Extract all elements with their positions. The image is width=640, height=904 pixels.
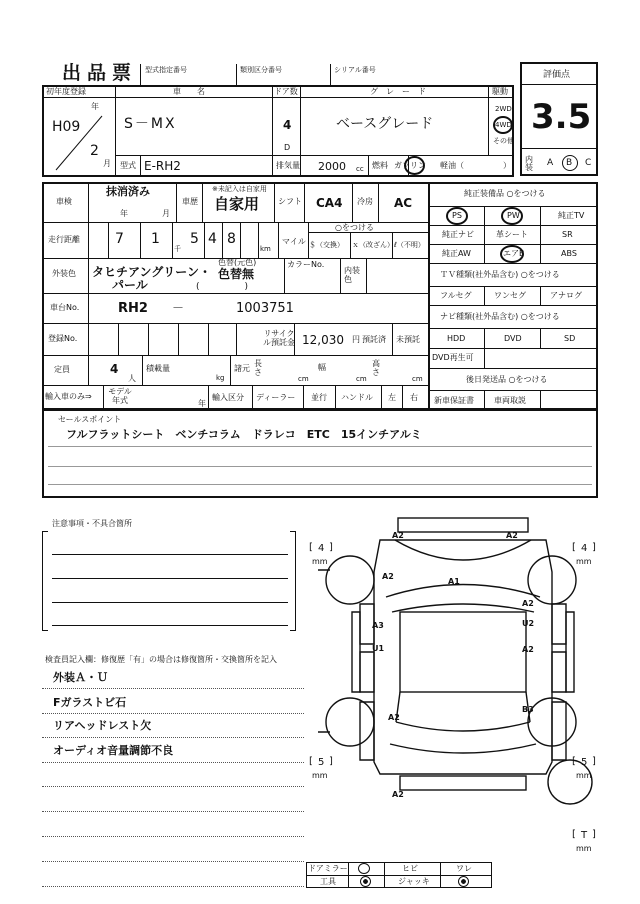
mark-front-bumper-right: A2 <box>506 531 518 540</box>
handle-label: ハンドル <box>341 393 373 402</box>
note-line-4: オーディオ音量調節不良 <box>53 744 174 757</box>
right-doors <box>552 604 566 692</box>
mark-hood: A1 <box>448 577 460 586</box>
mark-door-left-rear: U1 <box>372 644 385 653</box>
fuel-gas-circle <box>404 156 425 175</box>
spare-close: ] <box>592 829 596 840</box>
thousand-unit: 千 <box>174 245 181 253</box>
mileage-digit-4: 4 <box>208 231 217 247</box>
rear-window-top <box>396 722 530 731</box>
nav-sd: SD <box>564 334 576 343</box>
mark-door-right-front: U2 <box>522 619 535 628</box>
oem-airbag: エアB <box>503 249 525 258</box>
mark-fender-left: A2 <box>382 572 394 581</box>
oem-pw: PW <box>507 211 520 220</box>
nav-hdd: HDD <box>447 334 466 343</box>
usage-label: 車歴 <box>182 197 198 206</box>
shaken-month-unit: 月 <box>162 209 170 218</box>
length-label: 長さ <box>254 359 262 377</box>
chassis-dash: － <box>172 301 185 315</box>
ac-value: AC <box>394 196 413 210</box>
note-line-1: 外装Ａ・Ｕ <box>53 671 108 684</box>
oem-abs: ABS <box>561 249 577 258</box>
width-cm: cm <box>356 375 367 383</box>
doors-label: ドア数 <box>274 87 298 96</box>
tread-rear-left: 5 <box>318 757 325 768</box>
fuel-label: 燃料 <box>372 161 388 170</box>
import-category-label: 輸入区分 <box>212 393 244 402</box>
mileage-digit-5: 8 <box>227 231 236 247</box>
mileage-digit-1: 7 <box>115 231 124 247</box>
nav-dvd: DVD <box>504 334 522 343</box>
caution-bracket-right <box>290 531 296 631</box>
caution-label: 注意事項・不具合箇所 <box>52 519 132 528</box>
recycle-paid: 預託済 <box>362 335 386 344</box>
model-year-label: モデル年式 <box>108 387 132 405</box>
tire-rear-left <box>326 698 374 746</box>
crack-label: ヒビ <box>402 864 418 873</box>
meter-unknown: ℓ（不明） <box>394 241 425 249</box>
oem-tv: 純正TV <box>558 211 585 220</box>
mile-label: マイル <box>282 237 306 246</box>
shift-value: CA4 <box>316 196 343 210</box>
oem-leather: 革シート <box>496 230 528 239</box>
first-reg-year: H09 <box>52 119 81 135</box>
tread-front-left-mm: mm <box>312 557 328 566</box>
year-diagonal <box>50 102 110 174</box>
note-line-2: Fガラストビ石 <box>53 696 127 709</box>
windshield-top <box>386 585 540 598</box>
serial-label: シリアル番号 <box>334 66 376 74</box>
spare-mm: mm <box>576 844 592 853</box>
drive-4wd-circle <box>493 116 513 134</box>
meter-tampered: ｘ（改ざん） <box>352 241 394 249</box>
windshield-bottom <box>392 604 534 612</box>
mark-quarter-left: A2 <box>388 713 400 722</box>
rear-window-bottom <box>390 744 536 753</box>
tread-rear-right-close: ] <box>592 756 596 767</box>
tread-front-right-mm: mm <box>576 557 592 566</box>
import-parallel: 並行 <box>311 393 327 402</box>
form-title: 出品票 <box>62 62 138 84</box>
interior-c: C <box>585 158 592 168</box>
mark-rear-bumper: A2 <box>392 790 404 799</box>
shaken-year-unit: 年 <box>120 209 128 218</box>
hood-line <box>395 540 531 560</box>
fuel-paren: ） <box>503 161 511 170</box>
fuel-diesel: 軽油（ <box>440 161 464 170</box>
rear-bumper <box>400 776 526 790</box>
drive-2wd: 2WD <box>495 105 512 113</box>
tread-rear-right-mm: mm <box>576 771 592 780</box>
handle-right: 右 <box>410 393 418 402</box>
month-unit: 月 <box>103 159 111 168</box>
oem-ps: PS <box>452 211 462 220</box>
first-reg-month: 2 <box>90 143 99 159</box>
displacement-value: 2000 <box>318 160 346 173</box>
oem-aw: 純正AW <box>442 249 471 258</box>
tv-analog: アナログ <box>550 291 582 300</box>
load-label: 積載量 <box>146 364 170 373</box>
tread-front-left: 4 <box>318 543 325 554</box>
spare-open: [ <box>572 829 576 840</box>
chassis-label: 車台No. <box>50 303 80 312</box>
fuel-gasoline: ガソリン <box>394 161 426 170</box>
left-rocker <box>352 612 360 692</box>
color-value-2: パール <box>112 278 148 292</box>
int-color-label: 内装色 <box>344 266 360 284</box>
nav-title: ナビ種類(社外品含む) ○をつける <box>440 312 560 321</box>
tread-rear-left-mm: mm <box>312 771 328 780</box>
drive-label: 駆動 <box>492 87 508 96</box>
recycle-yen: 円 <box>352 335 360 344</box>
break-label: ワレ <box>456 864 472 873</box>
type-approval-label: 型式指定番号 <box>145 66 187 74</box>
drive-other: その他 <box>493 137 514 145</box>
capacity-value: 4 <box>110 362 119 376</box>
post-manual: 車両取説 <box>494 396 526 405</box>
oem-sr: SR <box>562 230 573 239</box>
inspector-label: 検査員記入欄：修復歴「有」の場合は修復箇所・交換箇所を記入 <box>45 655 277 664</box>
tread-front-right: 4 <box>581 543 588 554</box>
tread-front-right-close: ] <box>592 542 596 553</box>
tread-front-left-close: ] <box>329 542 333 553</box>
dvd-playable-label: DVD再生可 <box>432 353 474 362</box>
length-cm: cm <box>298 375 309 383</box>
car-diagram <box>300 512 600 812</box>
right-rocker <box>566 612 574 692</box>
roof <box>400 612 526 692</box>
oem-navi: 純正ナビ <box>442 230 474 239</box>
usage-value: 自家用 <box>214 195 260 213</box>
mirror-lines <box>318 570 330 732</box>
displacement-label: 排気量 <box>276 161 300 170</box>
car-outline <box>374 540 552 774</box>
interior-label: 内装 <box>525 155 533 173</box>
ac-label: 冷房 <box>357 197 373 206</box>
mark-door-left-front: A3 <box>372 621 384 630</box>
interior-b: B <box>566 158 573 168</box>
front-bumper <box>398 518 528 532</box>
height-label: 高さ <box>372 359 380 377</box>
color-label: 外装色 <box>52 269 76 278</box>
color-value-1: タヒチアングリーン・ <box>92 265 212 279</box>
width-label: 幅 <box>318 363 326 372</box>
doors-value: 4 <box>283 118 292 132</box>
capacity-label: 定員 <box>54 365 70 374</box>
mileage-digit-3: 5 <box>190 231 199 247</box>
tv-title: ＴＶ種類(社外品含む) ○をつける <box>440 270 560 279</box>
mark-quarter-right: B3 <box>522 705 534 714</box>
tread-rear-left-open: [ <box>309 756 313 767</box>
c-pillars <box>396 692 530 722</box>
mileage-label: 走行距離 <box>48 235 80 244</box>
car-name-label: 車 名 <box>173 87 205 96</box>
model-value: E-RH2 <box>144 159 181 173</box>
grade-name-label: グ レ ー ド <box>370 87 426 96</box>
grade-score: 3.5 <box>531 97 592 137</box>
color-no-label: カラーNo. <box>287 260 325 269</box>
tread-front-right-open: [ <box>572 542 576 553</box>
size-label: 諸元 <box>234 364 250 373</box>
chassis-prefix: RH2 <box>118 301 148 316</box>
tread-rear-left-close: ] <box>329 756 333 767</box>
load-unit: kg <box>216 374 225 382</box>
color-paren: ( ) <box>196 282 249 292</box>
cc-unit: cc <box>356 165 364 173</box>
meter-exchanged: ＄（交換） <box>309 241 344 249</box>
meter-note: ○をつける <box>335 223 374 232</box>
door-d: D <box>284 143 291 152</box>
post-title: 後日発送品 ○をつける <box>466 375 548 384</box>
shift-label: シフト <box>278 197 302 206</box>
recycle-label: リサイクル預託金 <box>263 329 295 347</box>
jack-label: ジャッキ <box>398 877 430 886</box>
model-year-unit: 年 <box>198 399 206 408</box>
handle-left: 左 <box>388 393 396 402</box>
spare-label: T <box>581 830 588 841</box>
tread-rear-right-open: [ <box>572 756 576 767</box>
note-line-3: リアヘッドレスト欠 <box>53 719 152 732</box>
oem-title: 純正装備品 ○をつける <box>464 189 546 198</box>
mark-door-right-rear: A2 <box>522 645 534 654</box>
caution-bracket-left <box>42 531 48 631</box>
year-unit: 年 <box>91 102 99 111</box>
reg-no-label: 登録No. <box>48 334 78 343</box>
drive-4wd: 4WD <box>495 121 512 129</box>
color-change-value: 色替無 <box>218 267 255 281</box>
post-warranty: 新車保証書 <box>434 396 474 405</box>
door-mirror-circle <box>358 863 370 874</box>
tread-rear-right: 5 <box>581 757 588 768</box>
class-number-label: 類別区分番号 <box>240 66 282 74</box>
mark-front-bumper-left: A2 <box>392 531 404 540</box>
jack-circle <box>458 876 469 887</box>
import-dealer: ディーラー <box>256 393 296 402</box>
sales-point-text: フルフラットシート ベンチコラム ドラレコ ETC 15インチアルミ <box>66 428 422 441</box>
recycle-unpaid: 未預託 <box>396 335 420 344</box>
tread-front-left-open: [ <box>309 542 313 553</box>
door-mirror-label: ドアミラー <box>308 864 348 873</box>
tire-front-left <box>326 556 374 604</box>
oem-ps-circle <box>446 207 468 225</box>
interior-a: A <box>547 158 554 168</box>
first-reg-label: 初年度登録 <box>46 87 86 96</box>
sales-point-label: セールスポイント <box>58 415 122 424</box>
tv-oneseg: ワンセグ <box>494 291 526 300</box>
model-label: 型式 <box>120 161 136 170</box>
chassis-number: 1003751 <box>236 301 294 316</box>
car-name: S－MX <box>124 116 177 132</box>
tools-label: 工具 <box>320 877 336 886</box>
interior-b-circle <box>562 155 578 171</box>
mark-fender-right: A2 <box>522 599 534 608</box>
tv-fullseg: フルセグ <box>440 291 472 300</box>
usage-note: ※未記入は自家用 <box>212 185 267 193</box>
grade-name: ベースグレード <box>336 116 434 132</box>
tools-circle <box>360 876 371 887</box>
oem-pw-circle <box>501 207 523 225</box>
height-cm: cm <box>412 375 423 383</box>
import-only-label: 輸入車のみ⇒ <box>45 392 92 401</box>
capacity-unit: 人 <box>128 374 136 383</box>
mileage-digit-2: 1 <box>151 231 160 247</box>
km-unit: km <box>260 245 271 253</box>
recycle-value: 12,030 <box>302 333 344 347</box>
color-change-label: 色替(元色) <box>218 258 257 267</box>
shaken-label: 車検 <box>56 197 72 206</box>
grade-label: 評価点 <box>543 70 571 80</box>
shaken-value: 抹消済み <box>106 185 150 198</box>
oem-airbag-circle <box>500 245 524 263</box>
